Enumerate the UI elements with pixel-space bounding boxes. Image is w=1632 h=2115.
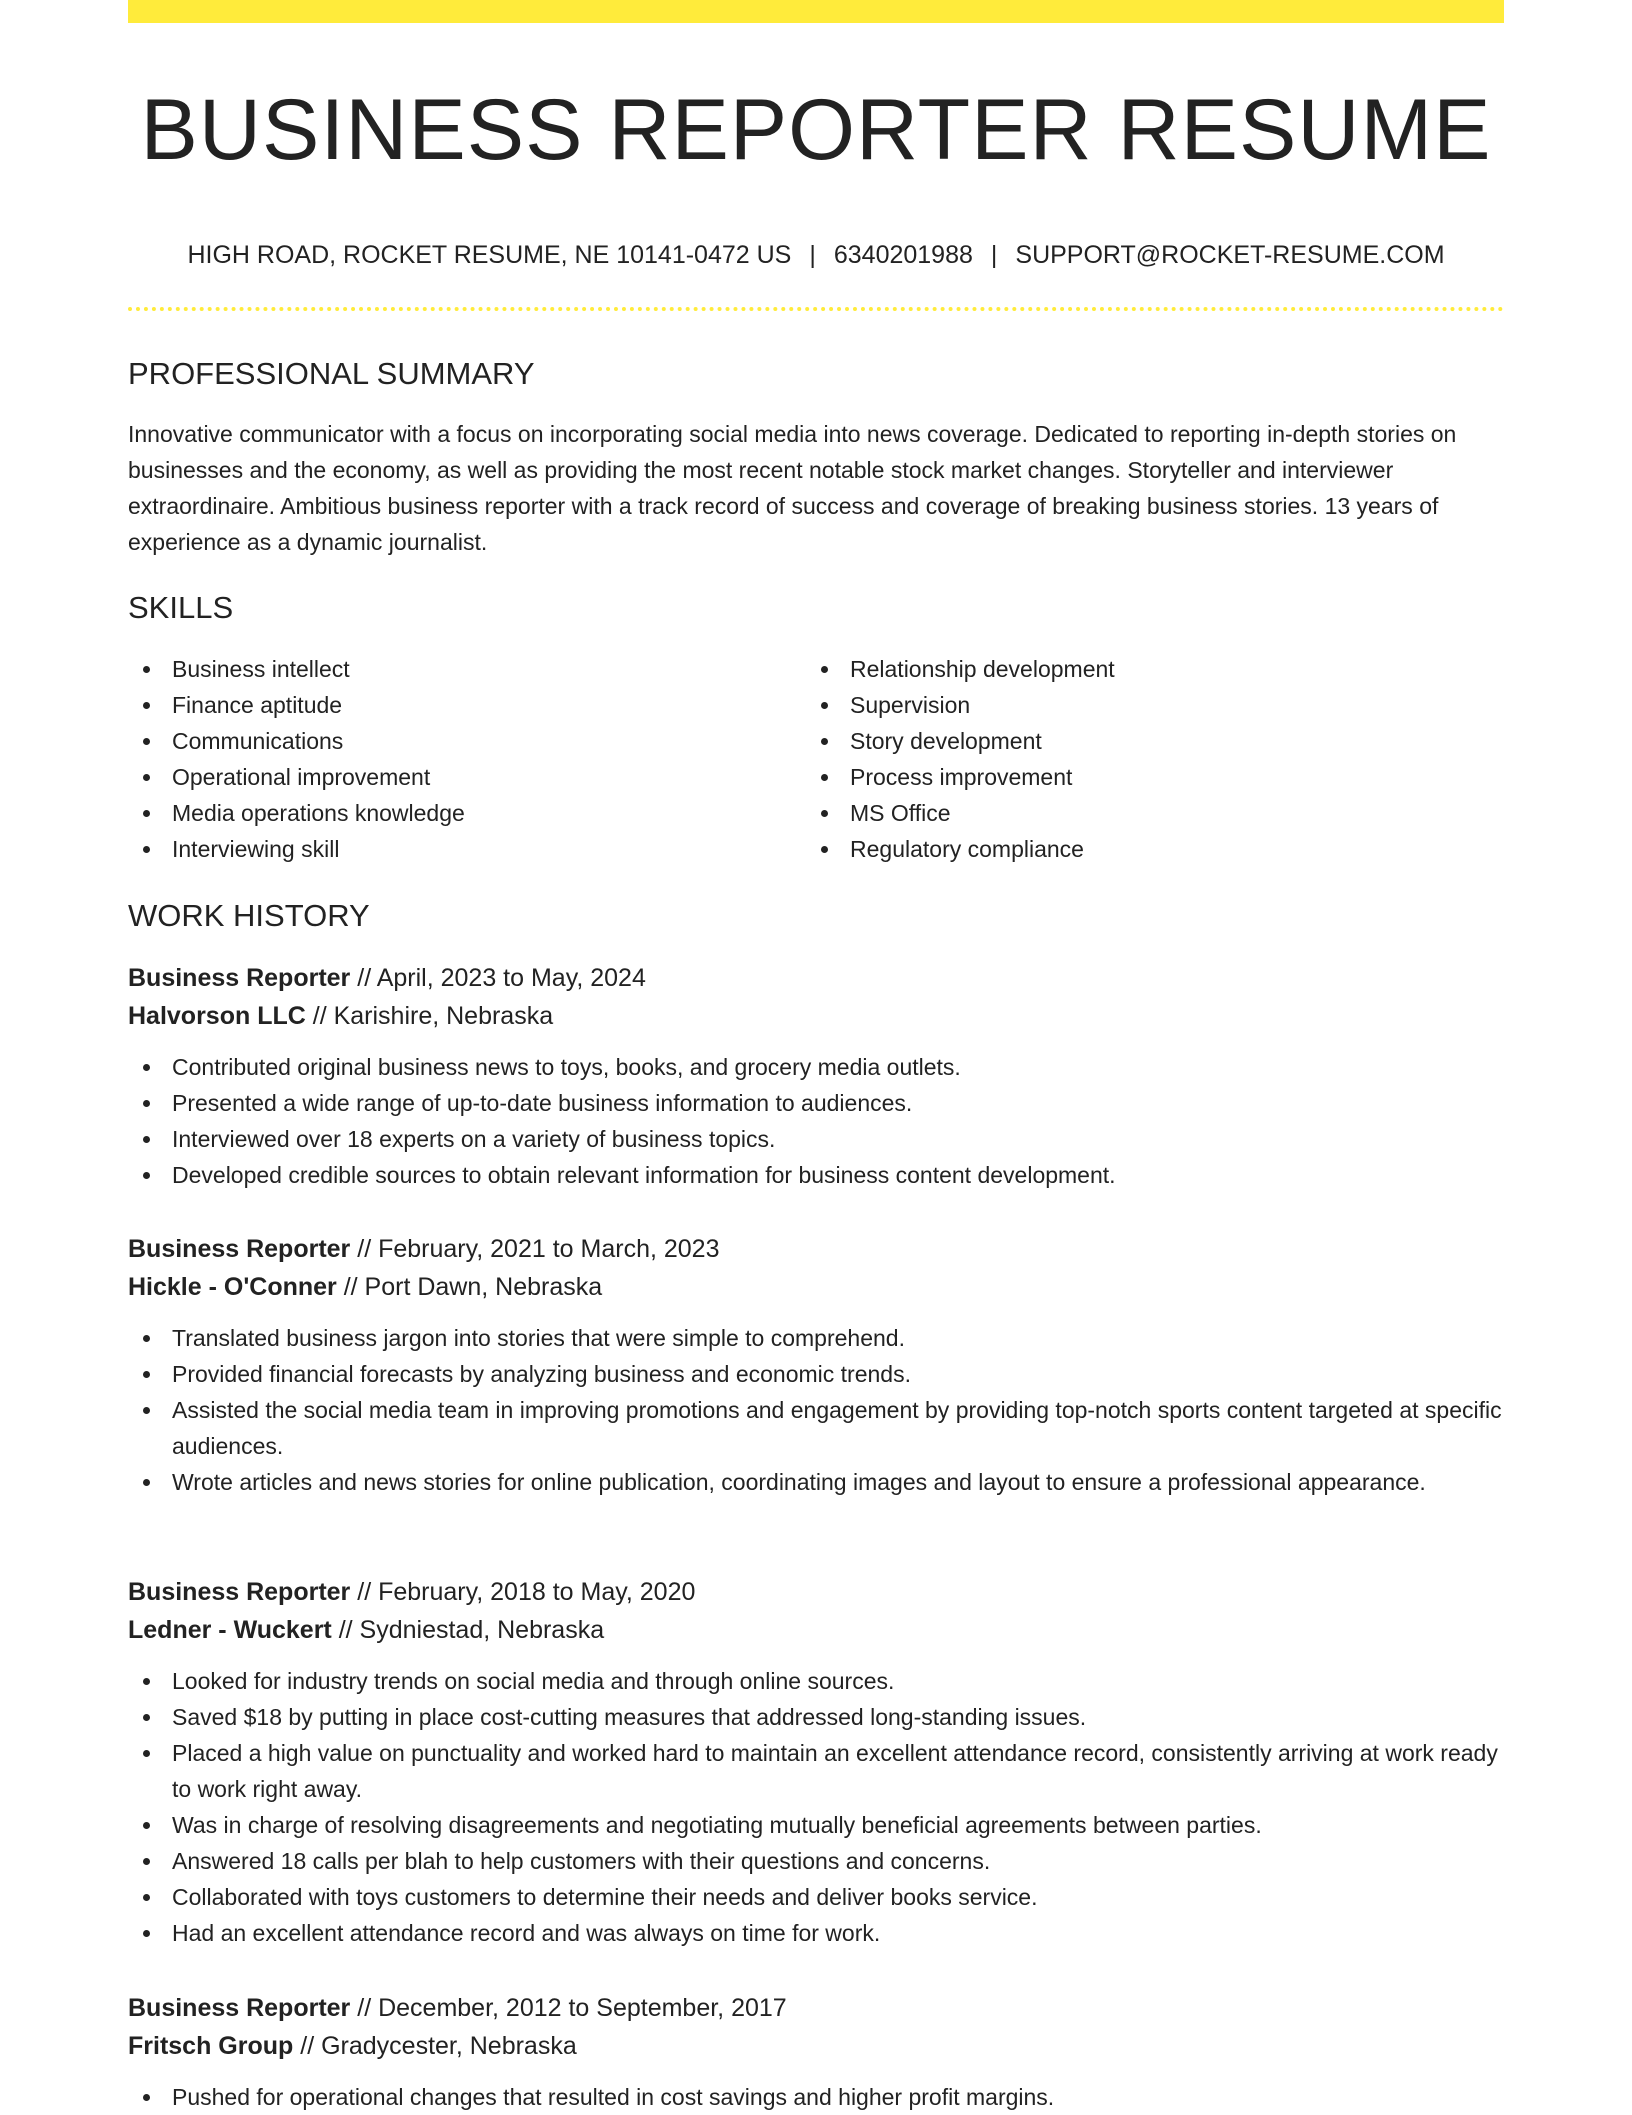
job-title: Business Reporter: [128, 1994, 351, 2022]
job-company: Halvorson LLC: [128, 1002, 306, 1030]
job-bullets: [128, 1663, 1504, 1951]
job-company-line: [128, 997, 1504, 1035]
job-location: // Karishire, Nebraska: [305, 1002, 554, 1030]
job-entry: [128, 1989, 1504, 2115]
job-bullet: Contributed original business news to toys, books, and grocery media outlets.: [128, 1049, 1504, 1085]
job-title: Business Reporter: [128, 1235, 351, 1263]
job-bullet: Presented a wide range of up-to-date business information to audiences.: [128, 1085, 1504, 1121]
job-bullet: Developed credible sources to obtain relevant information for business content development.: [128, 1157, 1504, 1193]
job-company-line: [128, 1268, 1504, 1306]
dotted-divider: [128, 307, 1504, 311]
job-location: // Gradycester, Nebraska: [293, 2032, 577, 2060]
job-bullets: [128, 1320, 1504, 1500]
job-bullet: Had an excellent attendance record and was always on time for work.: [128, 1915, 1504, 1951]
work-history-heading: WORK HISTORY: [128, 898, 370, 933]
job-entry: [128, 1573, 1504, 1951]
skill-item: Process improvement: [806, 759, 1446, 795]
skill-item: MS Office: [806, 795, 1446, 831]
skills-list-left: [128, 651, 768, 867]
job-title: Business Reporter: [128, 1578, 351, 1606]
skill-item: Story development: [806, 723, 1446, 759]
skill-item: Media operations knowledge: [128, 795, 768, 831]
job-bullet: Pushed for operational changes that resulted in cost savings and higher profit margins.: [128, 2079, 1504, 2115]
job-company-line: [128, 1611, 1504, 1649]
job-bullet: Wrote articles and news stories for online publication, coordinating images and layout to ensure a professional appearance.: [128, 1464, 1504, 1500]
contact-separator: |: [990, 241, 998, 269]
skill-item: Supervision: [806, 687, 1446, 723]
skill-item: Relationship development: [806, 651, 1446, 687]
summary-heading: PROFESSIONAL SUMMARY: [128, 356, 535, 391]
job-bullet: Looked for industry trends on social media and through online sources.: [128, 1663, 1504, 1699]
job-bullet: Provided financial forecasts by analyzing business and economic trends.: [128, 1356, 1504, 1392]
contact-separator: |: [809, 241, 816, 269]
job-bullet: Placed a high value on punctuality and worked hard to maintain an excellent attendance record, consistently arriving at work ready to work right away.: [128, 1735, 1504, 1807]
job-title-line: [128, 959, 1504, 997]
job-entry: [128, 1230, 1504, 1500]
job-dates: // February, 2021 to March, 2023: [350, 1235, 720, 1263]
job-bullet: Interviewed over 18 experts on a variety of business topics.: [128, 1121, 1504, 1157]
email-text: SUPPORT@ROCKET-RESUME.COM: [1015, 241, 1445, 269]
job-location: // Port Dawn, Nebraska: [336, 1273, 603, 1301]
job-location: // Sydniestad, Nebraska: [331, 1616, 605, 1644]
job-company: Fritsch Group: [128, 2032, 294, 2060]
skill-item: Interviewing skill: [128, 831, 768, 867]
skills-heading: SKILLS: [128, 590, 234, 625]
job-bullets: [128, 1049, 1504, 1193]
phone-text: 6340201988: [833, 241, 973, 269]
job-bullet: Assisted the social media team in improving promotions and engagement by providing top-notch sports content targeted at specific audiences.: [128, 1392, 1504, 1464]
job-bullet: Was in charge of resolving disagreements and negotiating mutually beneficial agreements between parties.: [128, 1807, 1504, 1843]
skill-item: Business intellect: [128, 651, 768, 687]
job-dates: // February, 2018 to May, 2020: [350, 1578, 696, 1606]
job-entry: [128, 959, 1504, 1193]
address-text: HIGH ROAD, ROCKET RESUME, NE 10141-0472 US: [187, 241, 792, 269]
job-company: Hickle - O'Conner: [128, 1273, 337, 1301]
skills-list-right: [806, 651, 1446, 867]
skill-item: Finance aptitude: [128, 687, 768, 723]
job-title-line: [128, 1230, 1504, 1268]
skill-item: Operational improvement: [128, 759, 768, 795]
job-title-line: [128, 1989, 1504, 2027]
job-bullet: Answered 18 calls per blah to help customers with their questions and concerns.: [128, 1843, 1504, 1879]
skill-item: Communications: [128, 723, 768, 759]
job-bullet: Collaborated with toys customers to determine their needs and deliver books service.: [128, 1879, 1504, 1915]
resume-title: BUSINESS REPORTER RESUME: [140, 82, 1492, 178]
skill-item: Regulatory compliance: [806, 831, 1446, 867]
job-dates: // December, 2012 to September, 2017: [350, 1994, 787, 2022]
job-title: Business Reporter: [128, 964, 351, 992]
job-dates: // April, 2023 to May, 2024: [350, 964, 646, 992]
job-company-line: [128, 2027, 1504, 2065]
job-title-line: [128, 1573, 1504, 1611]
job-company: Ledner - Wuckert: [128, 1616, 332, 1644]
accent-bar: [128, 0, 1504, 23]
job-bullet: Translated business jargon into stories that were simple to comprehend.: [128, 1320, 1504, 1356]
job-bullet: Saved $18 by putting in place cost-cutting measures that addressed long-standing issues.: [128, 1699, 1504, 1735]
contact-line: [128, 236, 1504, 274]
summary-text: Innovative communicator with a focus on incorporating social media into news coverage. Dedicated to reporting in-depth stories on businesses and the economy, as well as providing the most recent notable stock market changes. Storyteller and interviewer extraordinaire. Ambitious business reporter with a track record of success and coverage of breaking business stories. 13 years of experience as a dynamic journalist.: [128, 421, 1457, 555]
job-bullets: [128, 2079, 1504, 2115]
